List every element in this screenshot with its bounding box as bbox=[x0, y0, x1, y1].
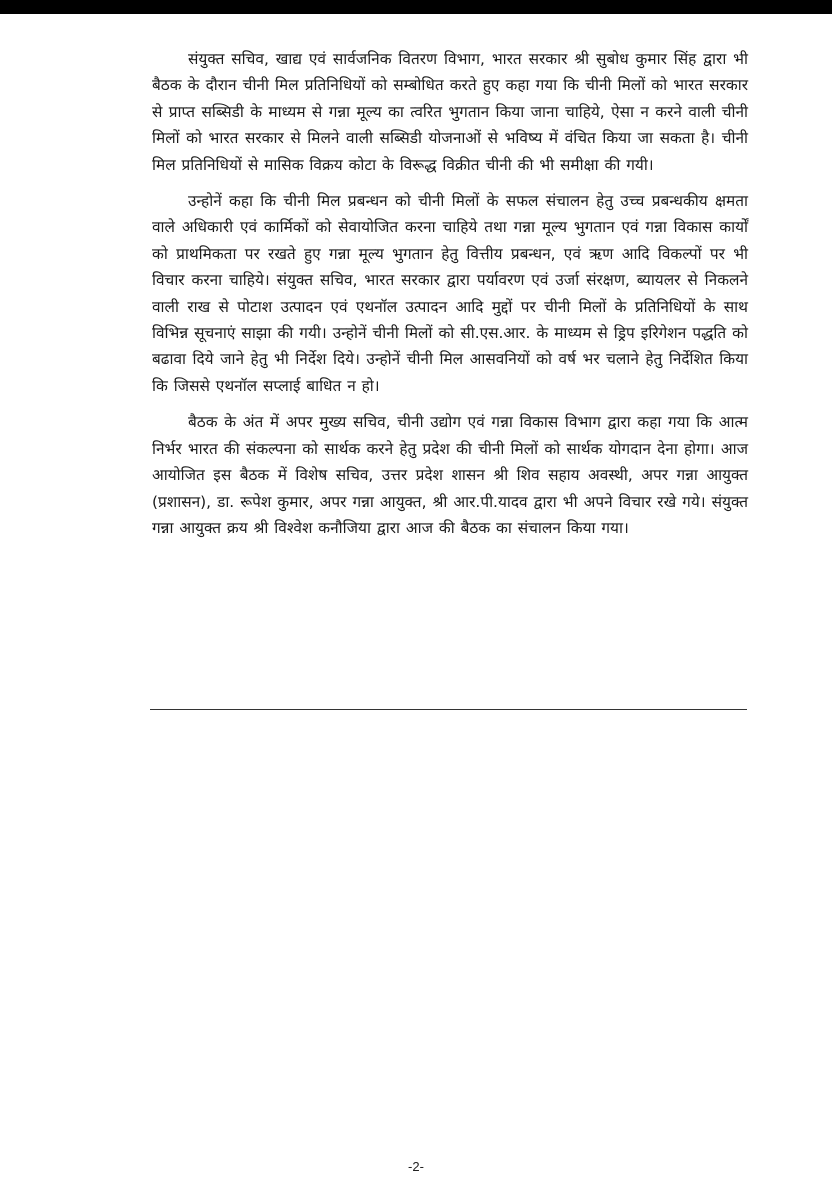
paragraph-meeting-conclusion: बैठक के अंत में अपर मुख्य सचिव, चीनी उद्योग एवं गन्ना विकास विभाग द्वारा कहा गया कि आत्म निर्भर भारत की संकल्पना को सार्थक करने हेतु प्रदेश की चीनी मिलों को सार्थक योगदान देना होगा। आज आयोजित इस बैठक में विशेष सचिव, उत्तर प्रदेश शासन श्री शिव सहाय अवस्थी, अपर गन्ना आयुक्त (प्रशासन), डा. रूपेश कुमार, अपर गन्ना आयुक्त, श्री आर.पी.यादव द्वारा भी अपने विचार रखे गये। संयुक्त गन्ना आयुक्त क्रय श्री विश्वेश कनौजिया द्वारा आज की बैठक का संचालन किया गया। bbox=[152, 413, 748, 537]
top-dark-bar bbox=[0, 0, 832, 14]
document-body bbox=[152, 46, 748, 541]
page-number: -2- bbox=[408, 1159, 424, 1174]
paragraph-subsidy-payment: संयुक्त सचिव, खाद्य एवं सार्वजनिक वितरण विभाग, भारत सरकार श्री सुबोध कुमार सिंह द्वारा भी बैठक के दौरान चीनी मिल प्रतिनिधियों को सम्बोधित करते हुए कहा गया कि चीनी मिलों को भारत सरकार से प्राप्त सब्सिडी के माध्यम से गन्ना मूल्य का त्वरित भुगतान किया जाना चाहिये, ऐसा न करने वाली चीनी मिलों को भारत सरकार से मिलने वाली सब्सिडी योजनाओं से भविष्य में वंचित किया जा सकता है। चीनी मिल प्रतिनिधियों से मासिक विक्रय कोटा के विरूद्ध विक्रीत चीनी की भी समीक्षा की गयी। bbox=[152, 50, 748, 174]
horizontal-rule bbox=[150, 709, 747, 710]
paragraph-management-directions: उन्होनें कहा कि चीनी मिल प्रबन्धन को चीनी मिलों के सफल संचालन हेतु उच्च प्रबन्धकीय क्षमता वाले अधिकारी एवं कार्मिकों को सेवायोजित करना चाहिये तथा गन्ना मूल्य भुगतान एवं गन्ना विकास कार्यों को प्राथमिकता पर रखते हुए गन्ना मूल्य भुगतान हेतु वित्तीय प्रबन्धन, एवं ऋण आदि विकल्पों पर भी विचार करना चाहिये। संयुक्त सचिव, भारत सरकार द्वारा पर्यावरण एवं उर्जा संरक्षण, ब्यायलर से निकलने वाली राख से पोटाश उत्पादन एवं एथनॉल उत्पादन आदि मुद्दों पर चीनी मिलों के प्रतिनिधियों के साथ विभिन्न सूचनाएं साझा की गयी। उन्होनें चीनी मिलों को सी.एस.आर. के माध्यम से ड्रिप इरिगेशन पद्धति को बढावा दिये जाने हेतु भी निर्देश दिये। उन्होनें चीनी मिल आसवनियों को वर्ष भर चलाने हेतु निर्देशित किया कि जिससे एथनॉल सप्लाई बाधित न हो। bbox=[152, 192, 748, 395]
